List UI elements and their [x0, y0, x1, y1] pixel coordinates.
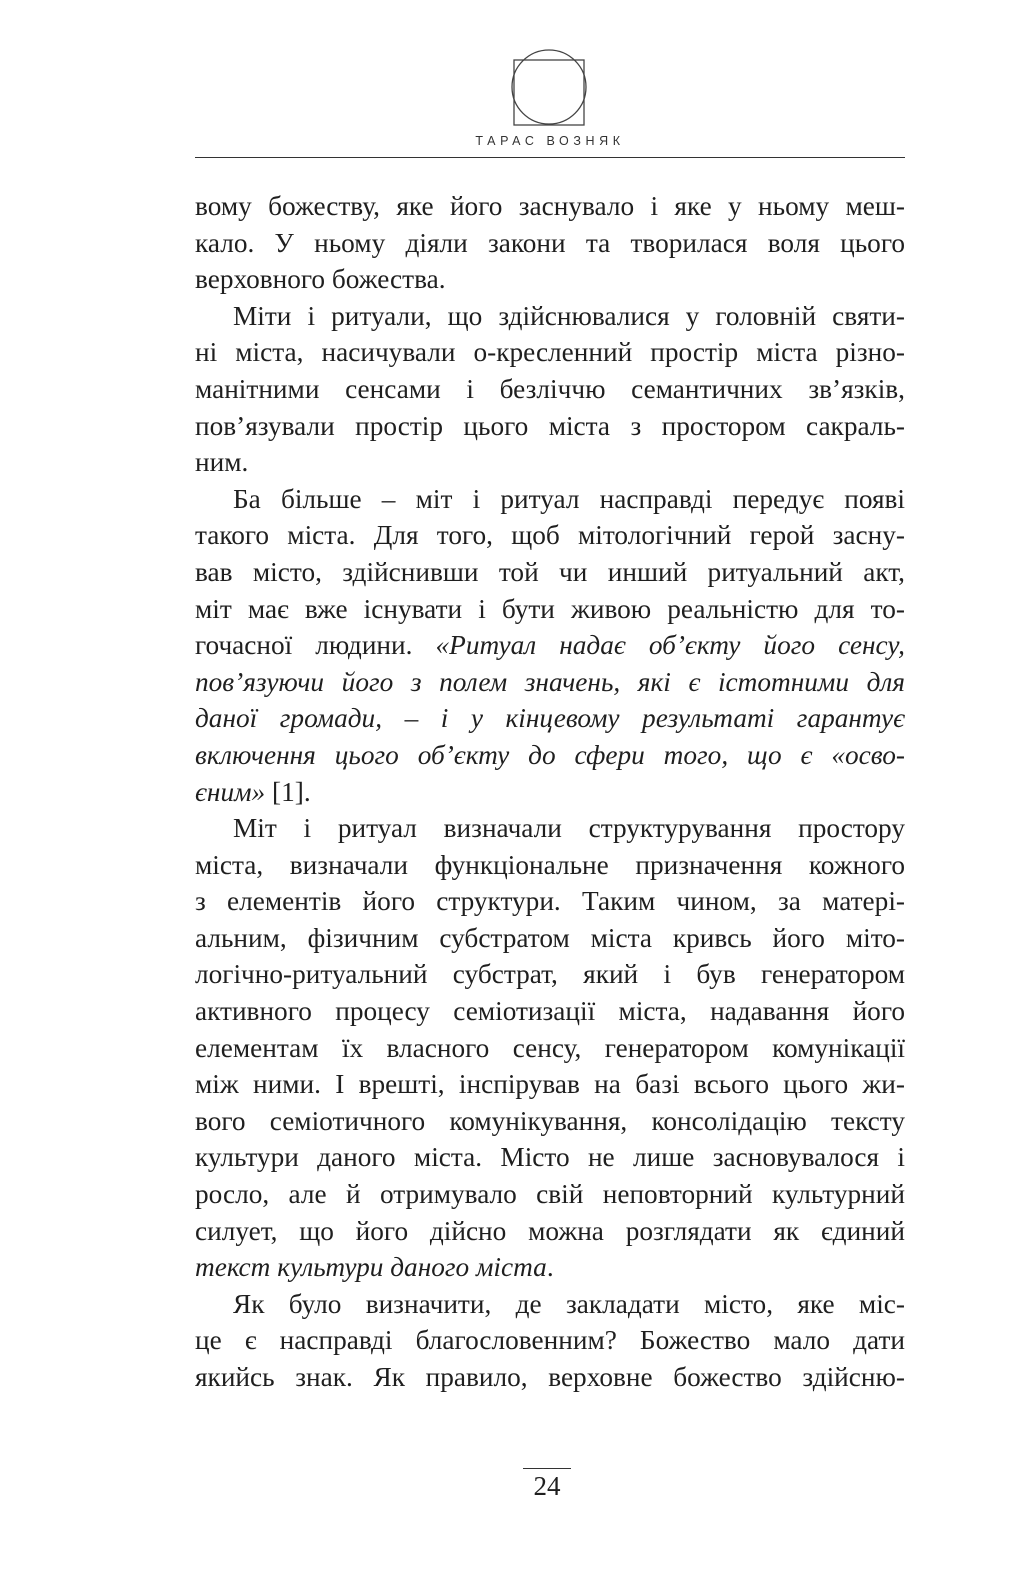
text-line	[195, 993, 905, 1030]
text-line	[195, 298, 905, 335]
body-text	[195, 188, 905, 1396]
text-line	[195, 481, 905, 518]
text-line	[195, 1066, 905, 1103]
text-run: міт має вже існувати і бути живою реальністю для то-	[195, 593, 905, 624]
text-line	[195, 1213, 905, 1250]
text-line	[195, 1359, 905, 1396]
page-number-rule	[523, 1468, 571, 1469]
text-line	[195, 371, 905, 408]
text-run: Як було визначити, де закладати місто, яке міс-	[233, 1288, 905, 1319]
text-run: вого семіотичного комунікування, консолідацію тексту	[195, 1105, 905, 1136]
text-run: росло, але й отримувало свій неповторний культурний	[195, 1179, 905, 1210]
text-line	[195, 920, 905, 957]
text-line	[195, 261, 905, 298]
quote-line	[195, 664, 905, 701]
header-rule	[195, 157, 905, 158]
text-run: Ба більше – міт і ритуал насправді передує появі	[233, 483, 905, 514]
emphasis-text: текст культури даного міста	[195, 1252, 547, 1283]
text-run: з елементів його структури. Таким чином, за матері-	[195, 886, 905, 917]
quote-line	[195, 737, 905, 774]
text-line	[195, 1139, 905, 1176]
text-line	[195, 1103, 905, 1140]
text-line	[195, 627, 905, 664]
text-run: кало. У ньому діяли закони та творилася воля цього	[195, 227, 905, 258]
circle-square-emblem-icon	[510, 47, 588, 127]
text-run: логічно-ритуальний субстрат, який і був генератором	[195, 959, 905, 990]
text-line	[195, 225, 905, 262]
quote-text: «Ритуал надає об’єкту його сенсу,	[435, 630, 905, 661]
text-line	[195, 774, 905, 811]
text-line	[195, 444, 905, 481]
text-line	[195, 1176, 905, 1213]
quote-line	[195, 700, 905, 737]
text-line	[195, 554, 905, 591]
text-run: міста, визначали функціональне призначення кожного	[195, 849, 905, 880]
text-run: якийсь знак. Як правило, верховне божество здійсню-	[195, 1362, 905, 1392]
text-run: пов’язуючи його з полем значень, які є істотними для	[195, 666, 905, 697]
text-run: такого міста. Для того, щоб мітологічний герой засну-	[195, 520, 905, 551]
text-line	[195, 1030, 905, 1067]
text-run: між ними. І врешті, інспірував на базі всього цього жи-	[195, 1069, 905, 1100]
text-run: вав місто, здійснивши той чи инший ритуальний акт,	[195, 556, 905, 587]
text-run: включення цього об’єкту до сфери того, що є «осво-	[195, 739, 905, 770]
paragraph	[195, 298, 905, 481]
text-line	[195, 810, 905, 847]
text-run: даної громади, – і у кінцевому результаті гарантує	[195, 703, 905, 734]
page-number: 24	[533, 1471, 561, 1501]
text-run: елементам їх власного сенсу, генератором комунікації	[195, 1032, 905, 1063]
paragraph	[195, 188, 905, 298]
quote-text: єним»	[195, 776, 266, 807]
text-run: .	[546, 1252, 554, 1283]
text-run: це є насправді благословенним? Божество мало дати	[195, 1325, 905, 1356]
text-line	[195, 188, 905, 225]
text-line	[195, 1286, 905, 1323]
text-run: Міти і ритуали, що здійснювалися у головній святи-	[233, 300, 905, 331]
text-run: вому божеству, яке його заснувало і яке у ньому меш-	[195, 191, 905, 221]
text-run: активного процесу семіотизації міста, надавання його	[195, 996, 905, 1027]
running-head-author: ТАРАС ВОЗНЯК	[475, 134, 625, 148]
text-run: гочасної людини.	[195, 630, 436, 661]
paragraph	[195, 810, 905, 1286]
text-run: силует, що його дійсно можна розглядати як єдиний	[195, 1215, 905, 1246]
text-line	[195, 1322, 905, 1359]
text-line	[195, 408, 905, 445]
text-line	[195, 956, 905, 993]
text-line	[195, 883, 905, 920]
text-line	[195, 1249, 905, 1286]
text-line	[195, 591, 905, 628]
text-run: ні міста, насичували о-кресленний простір міста різно-	[195, 337, 905, 368]
text-line	[195, 334, 905, 371]
text-run: культури даного міста. Місто не лише засновувалося і	[195, 1142, 905, 1173]
text-run: ним.	[195, 447, 249, 478]
text-line	[195, 517, 905, 554]
text-run: Міт і ритуал визначали структурування простору	[233, 813, 905, 844]
paragraph	[195, 481, 905, 810]
text-run: верховного божества.	[195, 264, 446, 295]
text-line	[195, 847, 905, 884]
text-run: манітними сенсами і безліччю семантичних зв’язків,	[195, 373, 905, 404]
citation-reference: [1].	[265, 776, 311, 807]
paragraph	[195, 1286, 905, 1396]
text-run: пов’язували простір цього міста з простором сакраль-	[195, 410, 905, 441]
text-run: альним, фізичним субстратом міста кривсь його міто-	[195, 922, 905, 953]
